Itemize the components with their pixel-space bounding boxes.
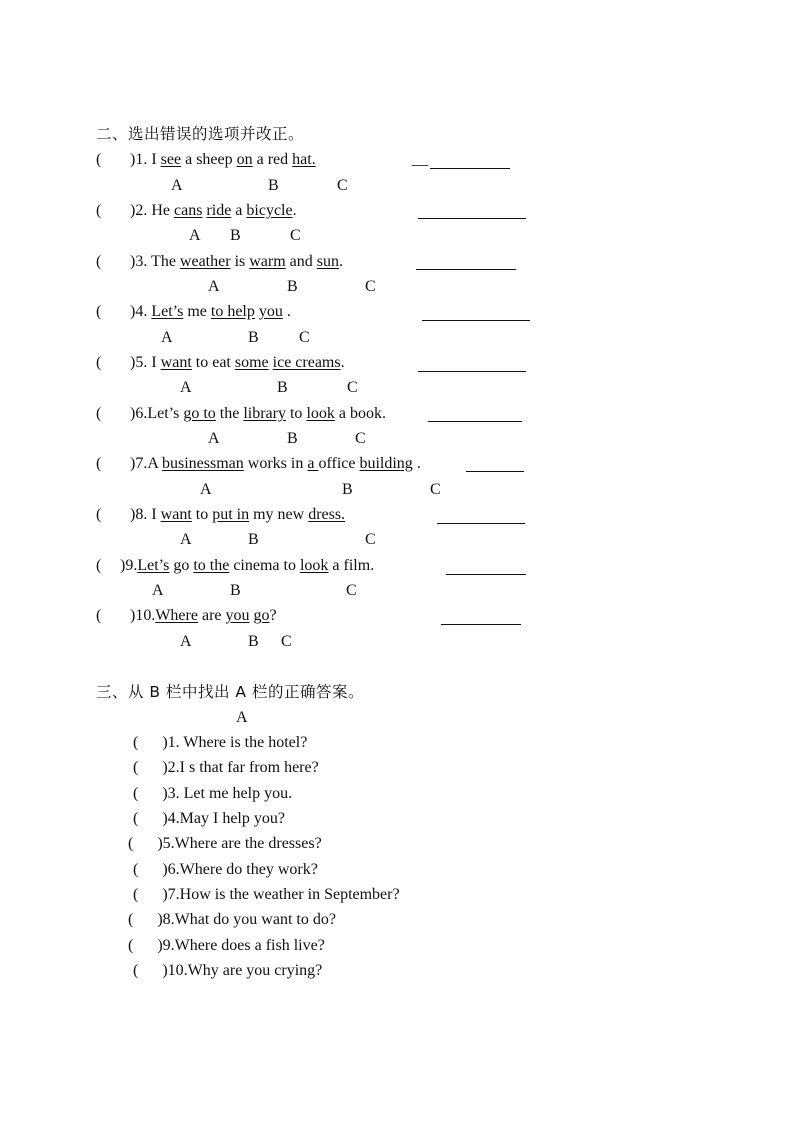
option-b: library — [243, 405, 286, 422]
label-a: A — [152, 582, 164, 599]
label-c: C — [299, 329, 310, 346]
correction-blank[interactable] — [441, 624, 521, 625]
label-c: C — [355, 430, 366, 447]
option-c: go — [253, 607, 270, 624]
label-a: A — [180, 633, 192, 650]
option-c: dress. — [308, 506, 346, 523]
match-item-9: ( )9.Where does a fish live? — [128, 937, 325, 954]
correction-blank[interactable] — [428, 421, 522, 422]
answer-paren[interactable]: ( — [133, 734, 139, 751]
label-b: B — [268, 177, 279, 194]
option-a: Let’s — [137, 557, 170, 574]
option-c: ice creams — [272, 354, 341, 371]
label-c: C — [337, 177, 348, 194]
option-c: bicycle — [246, 202, 293, 219]
option-a: Let’s — [151, 303, 184, 320]
section-3-heading: 三、从 B 栏中找出 A 栏的正确答案。 — [96, 683, 364, 701]
correction-blank[interactable] — [437, 523, 525, 524]
question-sentence: )4. Let’s me to help you . — [130, 303, 291, 320]
option-b: ride — [206, 202, 232, 219]
option-b: some — [234, 354, 269, 371]
question-sentence: )9.Let’s go to the cinema to look a film. — [120, 557, 375, 574]
answer-paren[interactable]: ( — [96, 607, 102, 624]
match-item-7: ( )7.How is the weather in September? — [133, 886, 400, 903]
answer-paren[interactable]: ( — [96, 303, 102, 320]
option-a: Where — [155, 607, 198, 624]
option-a: see — [160, 151, 182, 168]
label-a: A — [180, 379, 192, 396]
label-b: B — [248, 633, 259, 650]
label-a: A — [200, 481, 212, 498]
answer-paren[interactable]: ( — [133, 886, 139, 903]
label-a: A — [189, 227, 201, 244]
answer-paren[interactable]: ( — [133, 785, 139, 802]
question-sentence: )6.Let’s go to the library to look a book. — [130, 405, 386, 422]
correction-blank[interactable] — [446, 574, 526, 575]
correction-blank[interactable] — [418, 218, 526, 219]
label-a: A — [161, 329, 173, 346]
match-item-4: ( )4.May I help you? — [133, 810, 285, 827]
label-a: A — [171, 177, 183, 194]
label-c: C — [281, 633, 292, 650]
label-c: C — [365, 531, 376, 548]
question-sentence: )5. I want to eat some ice creams. — [130, 354, 345, 371]
question-sentence: )1. I see a sheep on a red hat. — [130, 151, 316, 168]
label-b: B — [230, 227, 241, 244]
option-a: weather — [179, 253, 231, 270]
correction-blank[interactable] — [418, 371, 526, 372]
label-c: C — [430, 481, 441, 498]
answer-paren[interactable]: ( — [133, 962, 139, 979]
option-b: on — [236, 151, 253, 168]
column-a-label: A — [236, 709, 248, 726]
match-item-8: ( )8.What do you want to do? — [128, 911, 336, 928]
match-item-6: ( )6.Where do they work? — [133, 861, 318, 878]
correction-blank[interactable] — [466, 471, 524, 472]
match-item-2: ( )2.I s that far from here? — [133, 759, 319, 776]
option-a: want — [160, 506, 192, 523]
question-sentence: )8. I want to put in my new dress. — [130, 506, 346, 523]
label-c: C — [365, 278, 376, 295]
option-b: to help — [210, 303, 255, 320]
answer-paren[interactable]: ( — [96, 405, 102, 422]
answer-paren[interactable]: ( — [96, 202, 102, 219]
option-b: to the — [193, 557, 230, 574]
question-sentence: )7.A businessman works in a office building . — [130, 455, 421, 472]
option-c: you — [258, 303, 283, 320]
answer-paren[interactable]: ( — [128, 937, 134, 954]
correction-blank[interactable] — [430, 168, 510, 169]
answer-paren[interactable]: ( — [96, 151, 102, 168]
option-c: building — [359, 455, 413, 472]
label-b: B — [248, 329, 259, 346]
label-b: B — [277, 379, 288, 396]
option-b: you — [225, 607, 250, 624]
answer-paren[interactable]: ( — [96, 253, 102, 270]
answer-paren[interactable]: ( — [96, 455, 102, 472]
answer-paren[interactable]: ( — [96, 506, 102, 523]
option-b: put in — [212, 506, 250, 523]
section-2-heading: 二、选出错误的选项并改正。 — [96, 125, 305, 143]
label-a: A — [180, 531, 192, 548]
match-item-3: ( )3. Let me help you. — [133, 785, 293, 802]
question-sentence: )2. He cans ride a bicycle. — [130, 202, 297, 219]
option-c: sun — [316, 253, 340, 270]
question-sentence: )3. The weather is warm and sun. — [130, 253, 344, 270]
answer-paren[interactable]: ( — [133, 861, 139, 878]
label-b: B — [342, 481, 353, 498]
option-c: look — [299, 557, 329, 574]
question-sentence: )10.Where are you go? — [130, 607, 277, 624]
answer-paren[interactable]: ( — [128, 835, 134, 852]
option-c: look — [306, 405, 335, 422]
answer-paren[interactable]: ( — [133, 759, 139, 776]
correction-blank[interactable] — [422, 320, 530, 321]
label-b: B — [248, 531, 259, 548]
correction-blank[interactable] — [416, 269, 516, 270]
answer-paren[interactable]: ( — [128, 911, 134, 928]
label-c: C — [347, 379, 358, 396]
label-a: A — [208, 430, 220, 447]
label-b: B — [230, 582, 241, 599]
answer-prefix: __ — [412, 151, 428, 168]
option-b: a — [307, 455, 319, 472]
label-b: B — [287, 278, 298, 295]
option-a: want — [160, 354, 192, 371]
label-b: B — [287, 430, 298, 447]
match-item-1: ( )1. Where is the hotel? — [133, 734, 308, 751]
match-item-5: ( )5.Where are the dresses? — [128, 835, 322, 852]
option-a: cans — [173, 202, 203, 219]
match-item-10: ( )10.Why are you crying? — [133, 962, 323, 979]
label-c: C — [346, 582, 357, 599]
option-c: hat. — [292, 151, 316, 168]
option-b: warm — [249, 253, 286, 270]
answer-paren[interactable]: ( — [133, 810, 139, 827]
answer-paren[interactable]: ( — [96, 354, 102, 371]
option-a: go to — [183, 405, 216, 422]
answer-paren[interactable]: ( — [96, 557, 102, 574]
option-a: businessman — [162, 455, 244, 472]
label-c: C — [290, 227, 301, 244]
label-a: A — [208, 278, 220, 295]
